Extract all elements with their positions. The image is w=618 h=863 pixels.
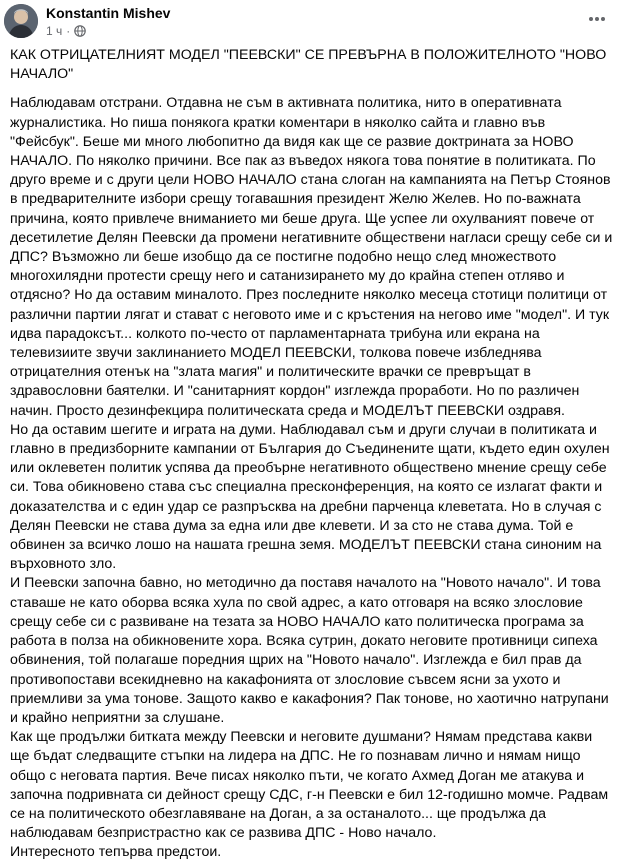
post-content [10, 46, 614, 863]
post-header [0, 0, 618, 44]
avatar-image [4, 4, 38, 38]
avatar[interactable] [4, 4, 38, 38]
meta-separator: · [66, 24, 71, 38]
post-paragraph: Как ще продължи битката между Пеевски и неговите душмани? Нямам представа какви ще бъдат следващите стъпки на лидера на ДПС. Не го познавам лично и нямам нищо общо с неговата партия. Вече писах няколко пъти, че когато Ахмед Доган ме атакува и започна подривната си дейност срещу СДС, г-н Пеевски е бил 12-годишно момче. Радвам се на политическото обезглавяване на Доган, а за останалото... ще продължа да наблюдавам безпристрастно как се развива ДПС - Ново начало. [10, 729, 609, 842]
author-name[interactable]: Konstantin Mishev [46, 5, 171, 21]
post-meta [46, 24, 86, 38]
post-paragraph: Но да оставим шегите и играта на думи. Наблюдавал съм и други случаи в политиката и главно в предизборните кампании от България до Съединените щати, където един охулен или оклеветен политик успява да преобърне негативното обществено мнение срещу себе си. Това обикновено става със специална пресконференция, на която се излагат факти и доказателства и с един удар се разпръсква на дребни парченца клеветата. Но в случая с Делян Пеевски не става дума за една или две клевети. И за сто не става дума. Той е обвинен за всичко лошо на нашата грешна земя. МОДЕЛЪТ ПЕЕВСКИ стана синоним на върховното зло. [10, 421, 610, 573]
more-dots-icon [588, 16, 606, 22]
post-paragraph: Наблюдавам отстрани. Отдавна не съм в активната политика, нито в оперативната журналистика. Но пиша понякога кратки коментари в няколко сайта и главно във "Фейсбук". Беше ми много любопитно да видя как ще се развие доктрината за НОВО НАЧАЛО. По няколко причини. Все пак аз въведох някога това понятие в политиката. По друго време и с други цели НОВО НАЧАЛО стана слоган на кампанията на Петър Стоянов в предварителните избори срещу тогавашния президент Желю Желев. Но по-важната причина, която привлече вниманието ми беше друга. Ще успее ли охулваният повече от десетилетие Делян Пеевски да промени негативните обществени нагласи срещу себе си и ДПС? Възможно ли беше изобщо да се постигне подобно нещо след множеството многохилядни протести срещу него и сатанизирането му до крайна степен отляво и отдясно? Но да оставим миналото. През последните няколко месеца стотици политици от различни партии лягат и стават с неговото име и с кръстения на негово име "модел". И тук идва парадоксът... колкото по-често от парламентарната трибуна или екрана на телевизиите звучи заклинанието МОДЕЛ ПЕЕВСКИ, толкова повече избледнява отрицателния отенък на "злата магия" и политическите врачки се превръщат в здравословни баятелки. И "санитарният кордон" изглежда проработи. Но по различен начин. Просто дезинфекцира политическата среда и МОДЕЛЪТ ПЕЕВСКИ оздравя. [10, 95, 613, 419]
post-paragraph: Интересното тепърва предстои. [10, 844, 222, 861]
post-paragraph: И Пеевски започна бавно, но методично да поставя началото на "Новото начало". И това ставаше не като оборва всяка хула по свой адрес, а като отговаря на всяко злословие срещу себе си с развиване на тезата за НОВО НАЧАЛО като политическа програма за работа в полза на обикновените хора. Всяка сутрин, докато неговите противници сипеха обвинения, той полагаше поредния щрих на "Новото начало". Изглежда е бил прав да противопостави всекидневно на какафонията от злословие съвсем ясни за ухото и приемливи за ума тонове. Защото какво е какафония? Пак тонове, но хаотично натрупани и крайно неприятни за слушане. [10, 575, 609, 726]
globe-icon [74, 25, 86, 37]
post-title: КАК ОТРИЦАТЕЛНИЯТ МОДЕЛ "ПЕЕВСКИ" СЕ ПРЕВЪРНА В ПОЛОЖИТЕЛНОТО "НОВО НАЧАЛО" [10, 47, 607, 83]
post-time[interactable]: 1 ч [46, 24, 63, 38]
more-options-button[interactable] [584, 6, 610, 32]
